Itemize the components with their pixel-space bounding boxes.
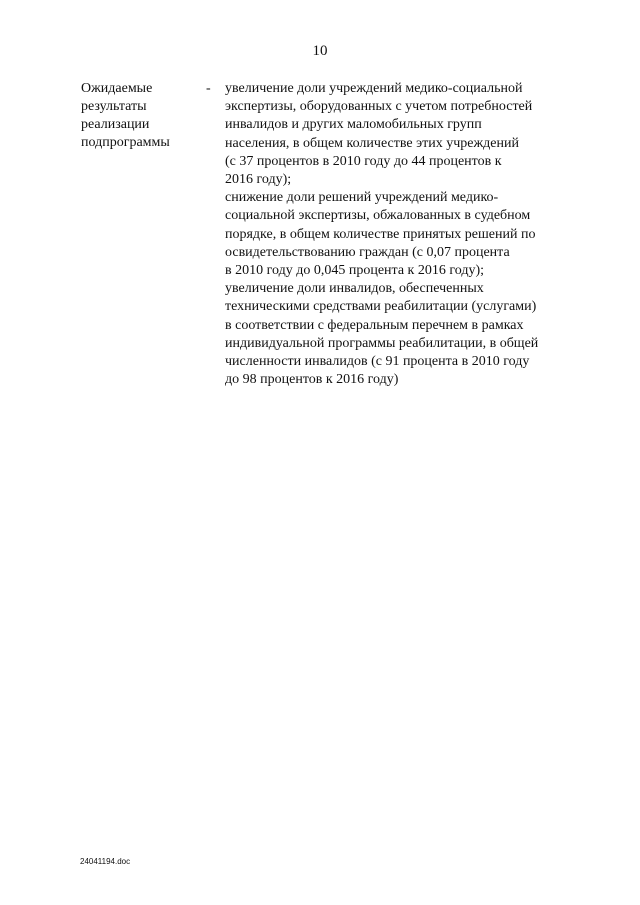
text-line: в соответствии с федеральным перечнем в рамках xyxy=(225,317,524,333)
text-line: экспертизы, оборудованных с учетом потребностей xyxy=(225,99,533,115)
text-line: снижение доли решений учреждений медико- xyxy=(225,190,499,206)
expected-results-text xyxy=(225,80,581,389)
text-line: населения, в общем количестве этих учреждений xyxy=(225,135,519,151)
text-line: численности инвалидов (с 91 процента в 2010 году xyxy=(225,354,530,370)
label-line: подпрограммы xyxy=(81,135,170,150)
expected-results-row xyxy=(81,80,581,389)
text-line: индивидуальной программы реабилитации, в общей xyxy=(225,335,539,351)
text-line: (с 37 процентов в 2010 году до 44 процентов к xyxy=(225,153,502,169)
expected-results-label xyxy=(81,80,206,152)
label-line: реализации xyxy=(81,117,150,132)
text-line: социальной экспертизы, обжалованных в судебном xyxy=(225,208,531,224)
text-line: увеличение доли инвалидов, обеспеченных xyxy=(225,281,484,297)
text-line: в 2010 году до 0,045 процента к 2016 году); xyxy=(225,263,485,279)
text-line: до 98 процентов к 2016 году) xyxy=(225,372,399,388)
label-line: результаты xyxy=(81,99,147,114)
text-line: освидетельствованию граждан (с 0,07 процента xyxy=(225,244,510,260)
page-number: 10 xyxy=(312,43,328,59)
text-line: инвалидов и других маломобильных групп xyxy=(225,117,482,133)
text-line: 2016 году); xyxy=(225,172,292,188)
text-line: порядке, в общем количестве принятых решений по xyxy=(225,226,536,242)
list-dash: - xyxy=(206,81,211,96)
label-line: Ожидаемые xyxy=(81,81,153,96)
text-line: техническими средствами реабилитации (услугами) xyxy=(225,299,537,315)
text-line: увеличение доли учреждений медико-социальной xyxy=(225,81,523,96)
file-name: 24041194.doc xyxy=(80,857,131,866)
